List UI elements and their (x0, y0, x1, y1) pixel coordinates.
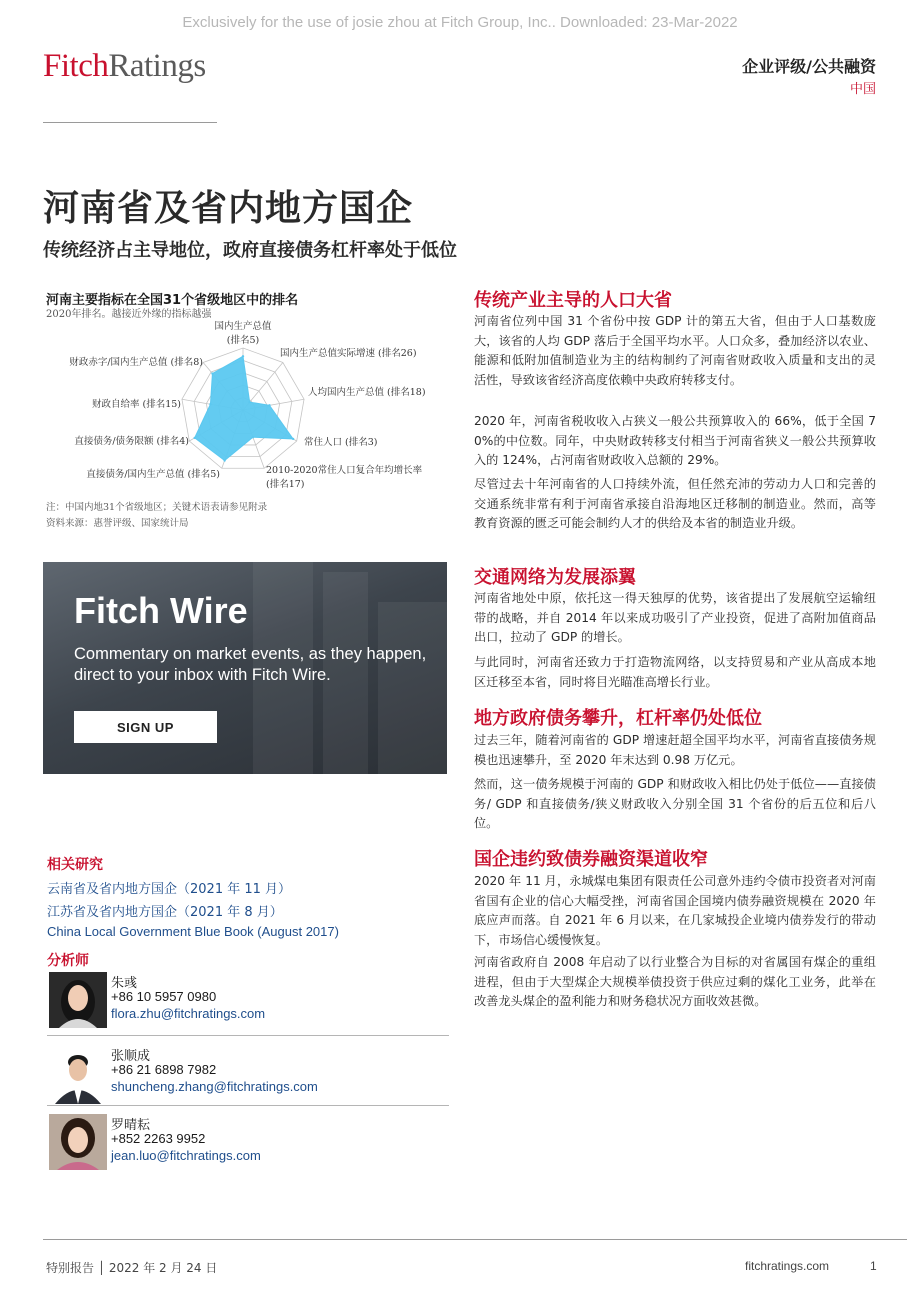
promo-title: Fitch Wire (74, 590, 248, 631)
radar-axis-label: 财政自给率 (排名15) (91, 399, 181, 410)
section-paragraph: 2020 年，河南省税收收入占狭义一般公共预算收入的 66%，低于全国 70%的中位数。同年，中央财政转移支付相当于河南省狭义一般公共预算收入的 124%，占河南省财政收入总额的 29%。 (474, 414, 876, 467)
radar-axis-label: 财政赤字/国内生产总值 (排名8) (69, 357, 203, 368)
radar-data-point (211, 372, 213, 374)
analyst-email-link[interactable]: flora.zhu@fitchratings.com (111, 1006, 266, 1021)
analyst-divider (47, 1035, 449, 1036)
analyst-phone: +852 2263 9952 (111, 1131, 206, 1146)
analyst-name: 罗晴耘 (111, 1118, 151, 1133)
country-label: 中国 (849, 82, 876, 97)
page-number: 1 (870, 1259, 877, 1273)
radar-data-point (242, 355, 244, 357)
section-heading: 地方政府债务攀升，杠杆率仍处低位 (474, 708, 762, 729)
radar-data-point (209, 403, 211, 405)
analysts-heading: 分析师 (47, 953, 89, 969)
analyst-name: 朱彧 (111, 976, 138, 991)
logo-fitch-text: Fitch (43, 48, 109, 84)
radar-data-point (193, 437, 195, 439)
radar-data-point (292, 438, 294, 440)
logo-divider (43, 122, 217, 123)
chart-note: 注：中国内地31个省级地区；关键术语表请参见附录 (46, 502, 268, 513)
section-paragraph: 河南省政府自 2008 年启动了以行业整合为目标的对省属国有煤企的重组进程，但由于大型煤企大规模举债投资于供应过剩的煤化工业务，此举在改善龙头煤企的盈利能力和财务稳状况方面收效甚微。 (474, 955, 876, 1008)
analyst-photo (49, 1048, 107, 1104)
chart-title: 河南主要指标在全国31个省级地区中的排名 (46, 293, 299, 308)
analyst-email-link[interactable]: shuncheng.zhang@fitchratings.com (111, 1079, 318, 1094)
section-heading: 交通网络为发展添翼 (474, 567, 636, 588)
sector-label: 企业评级/公共融资 (742, 57, 876, 76)
download-watermark: Exclusively for the use of josie zhou at Fitch Group, Inc.. Downloaded: 23-Mar-2022 (182, 14, 738, 31)
chart-subtitle: 2020年排名。越接近外缘的指标越强 (46, 309, 212, 320)
section-paragraph: 尽管过去十年河南省的人口持续外流，但任然充沛的劳动力人口和完善的交通系统非常有利于河南省承接自沿海地区迁移制的制造业。然而，高等教育资源的匮乏可能会制约人才的供给及本省的制造业升级。 (474, 477, 876, 530)
radar-axis-label: (排名5) (226, 335, 260, 346)
radar-axis-label: 直接债务/国内生产总值 (排名5) (86, 469, 220, 480)
radar-axis-label: 国内生产总值实际增速 (排名26) (280, 348, 417, 359)
analyst-name: 张顺成 (111, 1049, 151, 1064)
radar-axis-label: 直接债务/债务限额 (排名4) (74, 436, 189, 447)
footer-report-date: 特别报告 │ 2022 年 2 月 24 日 (46, 1261, 218, 1275)
footer-website-link[interactable]: fitchratings.com (745, 1259, 830, 1273)
radar-axis-label: 人均国内生产总值 (排名18) (308, 387, 426, 398)
radar-axis-label: 国内生产总值 (214, 321, 272, 332)
radar-chart (43, 315, 443, 495)
related-link-jiangsu[interactable]: 江苏省及省内地方国企（2021 年 8 月） (47, 905, 283, 920)
radar-axis-label: 2010-2020常住人口复合年均增长率 (266, 465, 423, 476)
analyst-email-link[interactable]: jean.luo@fitchratings.com (111, 1148, 261, 1163)
radar-data-area (195, 356, 293, 460)
footer-divider (43, 1239, 907, 1240)
related-link-yunnan[interactable]: 云南省及省内地方国企（2021 年 11 月） (47, 882, 292, 897)
analyst-phone: +86 21 6898 7982 (111, 1062, 217, 1077)
radar-data-point (248, 401, 250, 403)
section-paragraph: 河南省位列中国 31 个省份中按 GDP 计的第五大省，但由于人口基数庞大，该省的人均 GDP 落后于全国平均水平。人口众多，叠加经济以农业、能源和低附加值制造业为主的结构制约了河南省财政收入质量和支出的灵活性，导致该省经济高度依赖中央政府转移支付。 (474, 314, 876, 387)
analyst-card (47, 1114, 449, 1180)
chart-source: 资料来源：惠誉评级、国家统计局 (46, 518, 189, 529)
section-paragraph: 过去三年，随着河南省的 GDP 增速赶超全国平均水平，河南省直接债务规模也迅速攀升，至 2020 年末达到 0.98 万亿元。 (474, 733, 876, 767)
section-paragraph: 河南省地处中原，依托这一得天独厚的优势，该省提出了发展航空运输纽带的战略，并自 2014 年以来成功吸引了产业投资，促进了高附加值商品出口，拉动了 GDP 的增长。 (474, 591, 876, 644)
analyst-card (47, 1045, 449, 1111)
section-paragraph: 与此同时，河南省还致力于打造物流网络，以支持贸易和产业从高成本地区迁移至本省，同时将目光瞄准高增长行业。 (474, 655, 876, 689)
radar-data-point (252, 436, 254, 438)
sign-up-button[interactable]: SIGN UP (74, 711, 217, 743)
building-shape (378, 602, 447, 774)
radar-axis-label: 常住人口 (排名3) (304, 437, 378, 448)
radar-data-point (268, 404, 270, 406)
radar-axis-label: (排名17) (266, 479, 305, 490)
fitch-wire-banner[interactable] (43, 562, 447, 774)
related-research-heading: 相关研究 (47, 857, 103, 873)
report-subtitle: 传统经济占主导地位，政府直接债务杠杆率处于低位 (43, 240, 457, 261)
promo-text: Commentary on market events, as they happen, direct to your inbox with Fitch Wire. (74, 645, 427, 684)
analyst-photo (49, 972, 107, 1028)
analyst-card (47, 972, 449, 1038)
chart-notes (46, 500, 267, 532)
analyst-phone: +86 10 5957 0980 (111, 989, 217, 1004)
logo-ratings-text: Ratings (108, 48, 206, 84)
section-paragraph: 2020 年 11 月，永城煤电集团有限责任公司意外违约令债市投资者对河南省国有企业的信心大幅受挫，河南省国企国境内债券融资规模在 2020 年底应声而落。自 2021 年 6 月以来，在几家城投企业境内债券发行的带动下，市场信心缓慢恢复。 (474, 874, 876, 947)
section-heading: 国企违约致债券融资渠道收窄 (474, 849, 708, 870)
report-title: 河南省及省内地方国企 (43, 188, 414, 229)
fitch-ratings-logo (43, 48, 206, 85)
section-heading: 传统产业主导的人口大省 (474, 290, 672, 311)
analyst-divider (47, 1105, 449, 1106)
radar-data-point (223, 459, 225, 461)
related-link-blue-book[interactable]: China Local Government Blue Book (August 2017) (47, 924, 339, 939)
section-paragraph: 然而，这一债务规模于河南的 GDP 和财政收入相比仍处于低位——直接债务/ GDP 和直接债务/狭义财政收入分别全国 31 个省份的后五位和后八位。 (474, 777, 876, 830)
analyst-photo (49, 1114, 107, 1170)
